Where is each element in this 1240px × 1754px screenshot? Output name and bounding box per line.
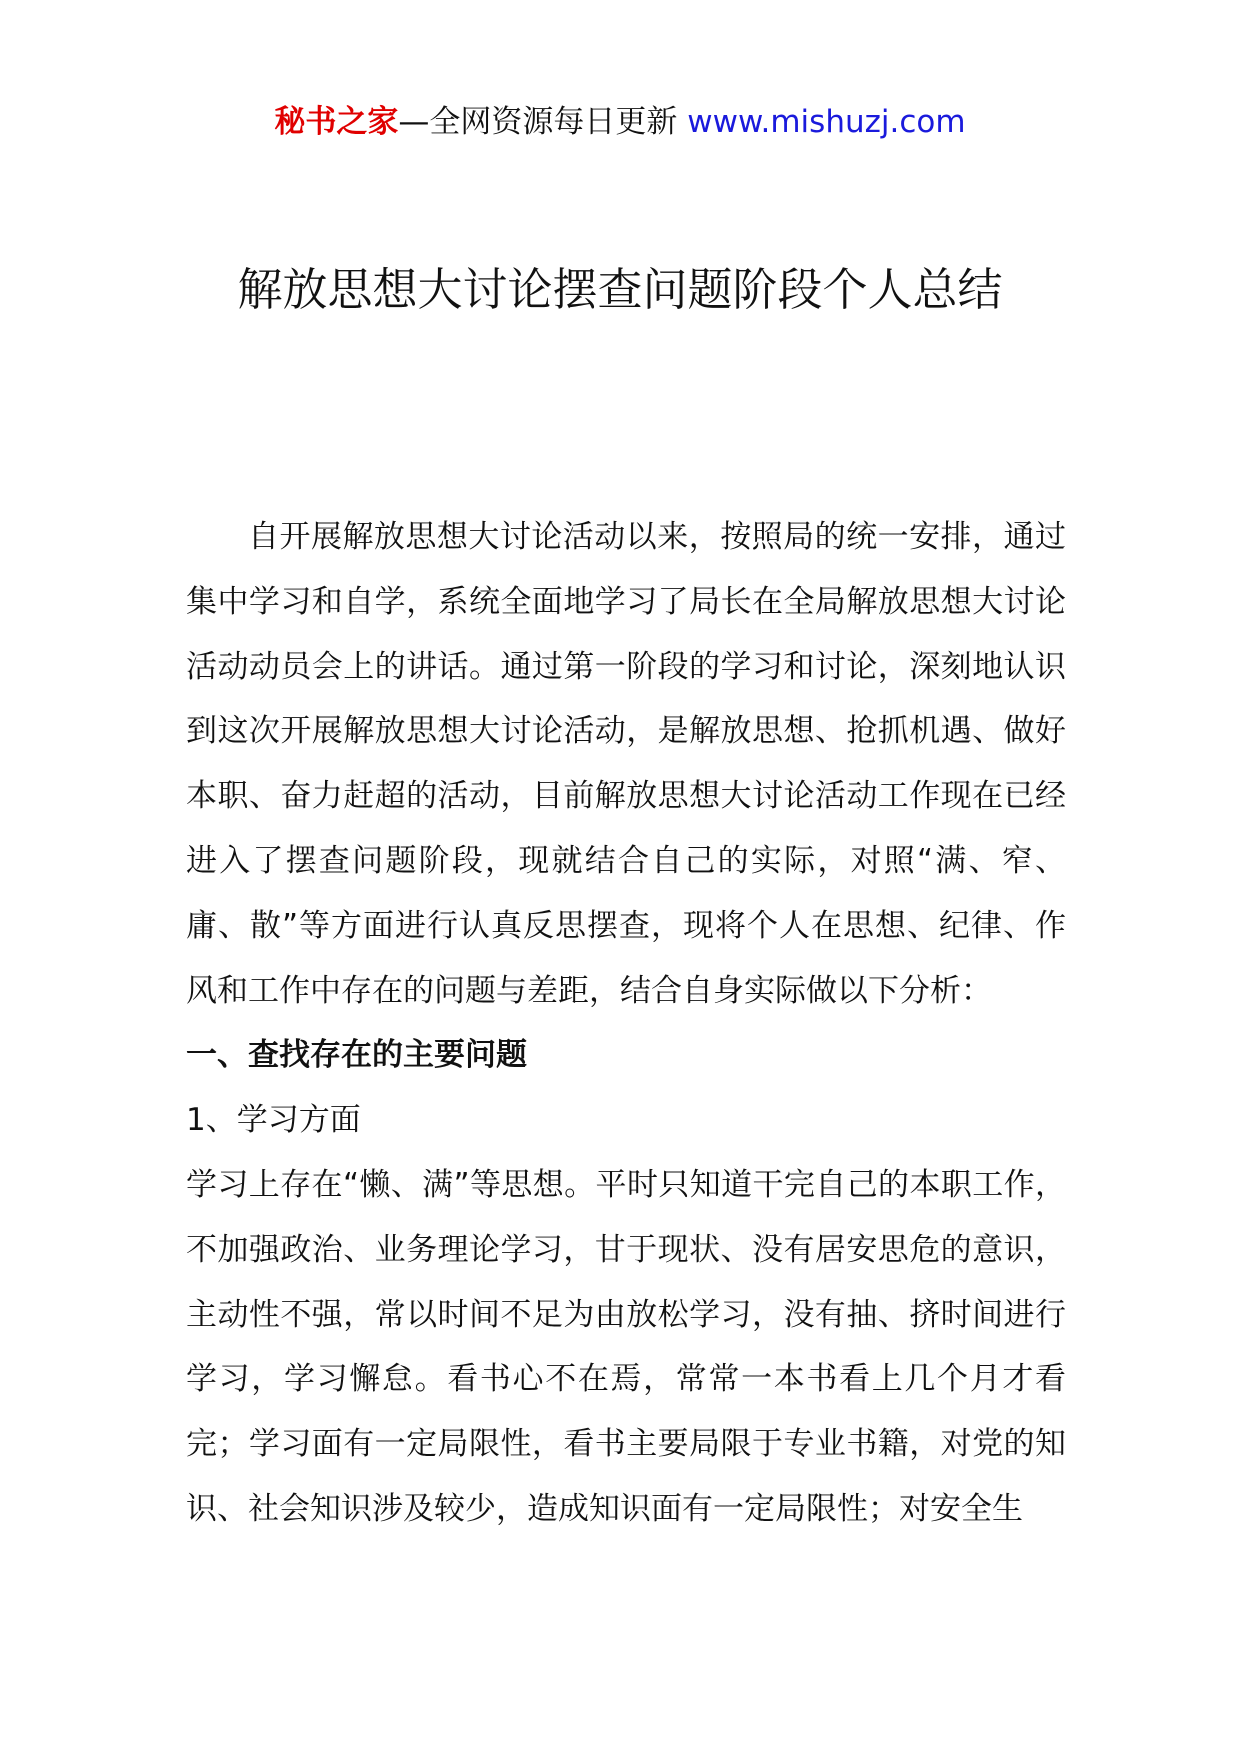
brand-name: 秘书之家: [274, 104, 399, 140]
study-paragraph: 学习上存在“懒、满”等思想。平时只知道干完自己的本职工作，不加强政治、业务理论学习，甘于现状、没有居安思危的意识，主动性不强，常以时间不足为由放松学习，没有抽、挤时间进行学习，学习懈怠。看书心不在焉，常常一本书看上几个月才看完；学习面有一定局限性，看书主要局限于专业书籍，对党的知识、社会知识涉及较少，造成知识面有一定局限性；对安全生: [186, 1166, 1066, 1527]
document-title: 解放思想大讨论摆查问题阶段个人总结: [237, 263, 1003, 316]
site-header: [0, 100, 1240, 144]
section-heading: 一、查找存在的主要问题: [186, 1037, 527, 1074]
intro-paragraph: 自开展解放思想大讨论活动以来，按照局的统一安排，通过集中学习和自学，系统全面地学习了局长在全局解放思想大讨论活动动员会上的讲话。通过第一阶段的学习和讨论，深刻地认识到这次开展解放思想大讨论活动，是解放思想、抢抓机遇、做好本职、奋力赶超的活动，目前解放思想大讨论活动工作现在已经进入了摆查问题阶段，现就结合自己的实际，对照“满、窄、庸、散”等方面进行认真反思摆查，现将个人在思想、纪律、作风和工作中存在的问题与差距，结合自身实际做以下分析：: [186, 519, 1066, 1009]
subsection-heading: 1、学习方面: [186, 1102, 361, 1139]
site-url-link[interactable]: www.mishuzj.com: [687, 104, 966, 140]
header-tagline: —全网资源每日更新: [398, 104, 688, 140]
document-body: [186, 505, 1066, 1542]
